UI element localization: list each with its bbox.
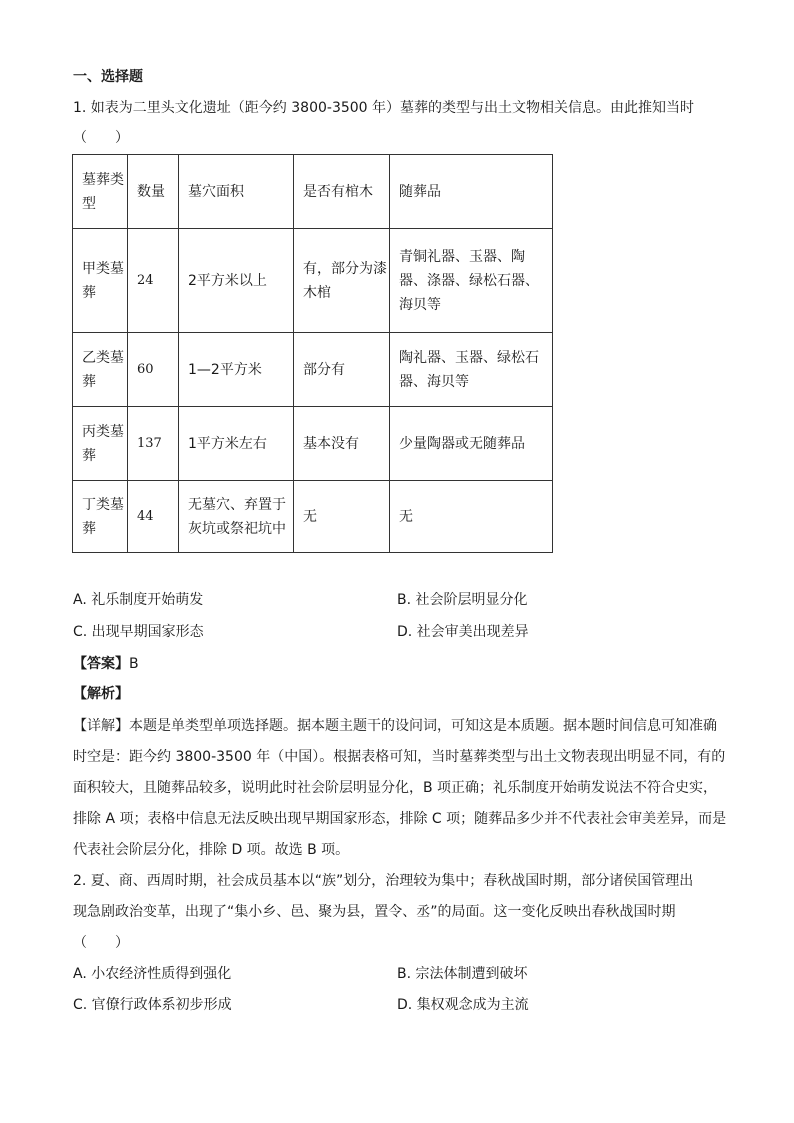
table-row [73,333,553,407]
q1-option-b: B. 社会阶层明显分化 [397,592,528,608]
answer-value: B [129,656,139,672]
q1-answer [73,654,139,674]
q1-detail-line5: 代表社会阶层分化，排除 D 项。故选 B 项。 [73,842,350,858]
cell-coffin: 无 [294,481,390,553]
header-count: 数量 [128,155,179,229]
cell-goods: 无 [390,481,553,553]
answer-label: 【答案】 [73,656,129,672]
cell-type: 丁类墓葬 [73,481,128,553]
cell-area: 1平方米左右 [179,407,294,481]
header-goods: 随葬品 [390,155,553,229]
cell-coffin: 有，部分为漆木棺 [294,229,390,333]
q2-option-d: D. 集权观念成为主流 [397,997,529,1013]
q1-analysis-label: 【解析】 [73,686,129,702]
q1-table [72,154,553,553]
cell-goods: 青铜礼器、玉器、陶器、涤器、绿松石器、海贝等 [390,229,553,333]
cell-count: 137 [128,407,179,481]
cell-goods: 陶礼器、玉器、绿松石器、海贝等 [390,333,553,407]
q1-detail-line1: 【详解】本题是单类型单项选择题。据本题主题干的设问词，可知这是本质题。据本题时间信息可知准确 [73,718,717,734]
q2-option-a: A. 小农经济性质得到强化 [73,966,232,982]
q1-stem-line2: （ ） [73,130,129,146]
q1-detail-line3: 面积较大，且随葬品较多，说明此时社会阶层明显分化，B 项正确；礼乐制度开始萌发说法不符合史实， [73,780,718,796]
cell-goods: 少量陶器或无随葬品 [390,407,553,481]
cell-area: 无墓穴、弃置于灰坑或祭祀坑中 [179,481,294,553]
cell-type: 甲类墓葬 [73,229,128,333]
cell-coffin: 部分有 [294,333,390,407]
q2-stem-line2: 现急剧政治变革，出现了“集小乡、邑、聚为县，置令、丞”的局面。这一变化反映出春秋战国时期 [73,904,676,920]
q2-option-c: C. 官僚行政体系初步形成 [73,997,232,1013]
cell-count: 60 [128,333,179,407]
header-coffin: 是否有棺木 [294,155,390,229]
cell-area: 2平方米以上 [179,229,294,333]
table-row [73,481,553,553]
table-row [73,407,553,481]
q2-option-b: B. 宗法体制遭到破坏 [397,966,528,982]
header-area: 墓穴面积 [179,155,294,229]
table-row [73,229,553,333]
cell-count: 24 [128,229,179,333]
q2-stem-line3: （ ） [73,935,129,951]
table-header-row [73,155,553,229]
header-type: 墓葬类型 [73,155,128,229]
cell-area: 1—2平方米 [179,333,294,407]
cell-type: 乙类墓葬 [73,333,128,407]
cell-count: 44 [128,481,179,553]
q1-stem-line1: 1. 如表为二里头文化遗址（距今约 3800-3500 年）墓葬的类型与出土文物相关信息。由此推知当时 [73,100,695,116]
q1-option-a: A. 礼乐制度开始萌发 [73,592,204,608]
q2-stem-line1: 2. 夏、商、西周时期，社会成员基本以“族”划分，治理较为集中；春秋战国时期，部分诸侯国管理出 [73,873,694,889]
q1-detail-line4: 排除 A 项；表格中信息无法反映出现早期国家形态，排除 C 项；随葬品多少并不代表社会审美差异，而是 [73,811,727,827]
section-title: 一、选择题 [73,69,143,85]
q1-option-c: C. 出现早期国家形态 [73,624,204,640]
q1-option-d: D. 社会审美出现差异 [397,624,529,640]
cell-coffin: 基本没有 [294,407,390,481]
q1-detail-line2: 时空是：距今约 3800-3500 年（中国）。根据表格可知，当时墓葬类型与出土文物表现出明显不同，有的 [73,749,726,765]
cell-type: 丙类墓葬 [73,407,128,481]
